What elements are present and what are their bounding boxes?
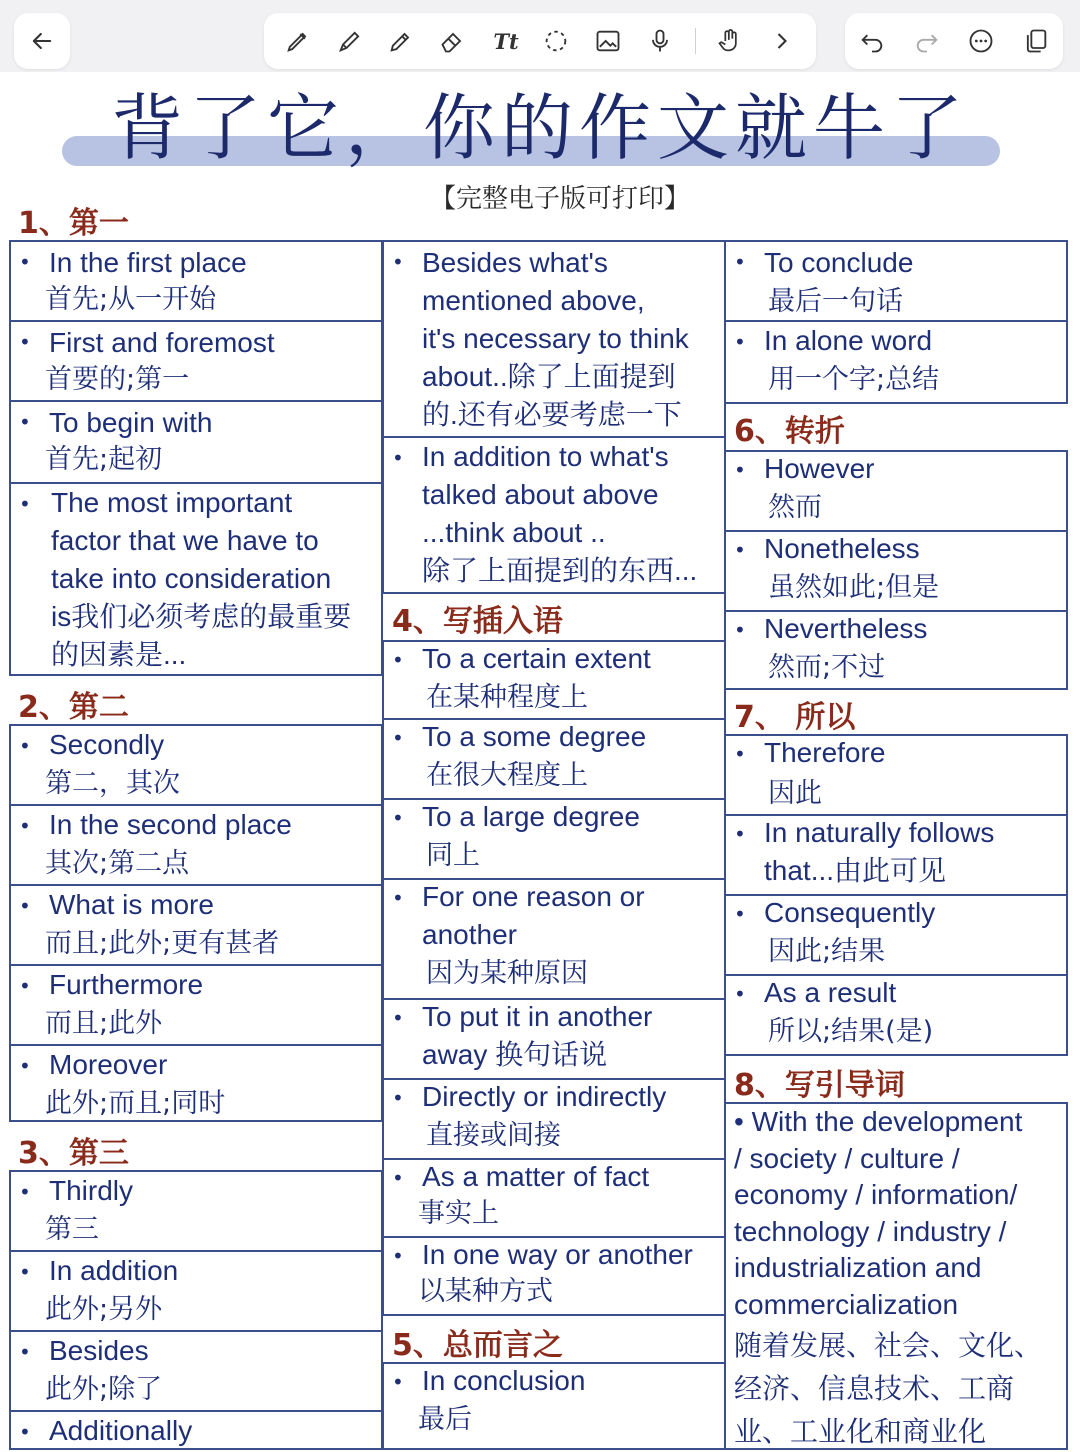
- list-item: • Moreover 此外;而且;同时: [19, 1049, 226, 1119]
- page-title: 背了它，你的作文就牛了: [110, 86, 969, 170]
- list-item: • In naturally follows that...由此可见: [726, 816, 1066, 896]
- section-box-2: [9, 724, 383, 1122]
- list-item: • To a certain extent 在某种程度上: [384, 642, 724, 720]
- hand-icon[interactable]: [713, 24, 747, 58]
- section-header-2: 2、第二: [18, 690, 129, 725]
- list-item: • For one reason or another 因为某种原因: [384, 880, 724, 1000]
- list-item: • In conclusion 最后: [392, 1365, 586, 1435]
- list-item: • To put it in another away 换句话说: [384, 1000, 724, 1080]
- fountain-pen-icon[interactable]: [281, 24, 315, 58]
- section-box-8: [724, 1102, 1068, 1450]
- chevron-right-icon[interactable]: [765, 24, 799, 58]
- section-box-3: [9, 1170, 383, 1450]
- list-item: • Furthermore 而且;此外: [11, 966, 381, 1046]
- undo-icon[interactable]: [855, 24, 889, 58]
- list-item: • With the development / society / culture / economy / information/ technology / industry / industrialization and commercialization 随着发展、社会、文化、 经济、信息技术、工商 业、工业化和商业化: [734, 1106, 1043, 1448]
- list-item: • Secondly 第二，其次: [11, 726, 381, 806]
- list-item: • Nevertheless 然而;不过: [734, 613, 928, 683]
- list-item: • Nonetheless 虽然如此;但是: [726, 532, 1066, 612]
- action-group: [845, 13, 1063, 69]
- lasso-icon[interactable]: [539, 24, 573, 58]
- section-header-5: 5、总而言之: [392, 1328, 563, 1363]
- list-item: • To conclude 最后一句话: [726, 242, 1066, 322]
- page-subtitle: 【完整电子版可打印】: [429, 184, 690, 214]
- microphone-icon[interactable]: [643, 24, 677, 58]
- eraser-icon[interactable]: [436, 24, 470, 58]
- list-item: • The most important factor that we have to take into consideration is我们必须考虑的最重要 的因素是...: [19, 487, 352, 670]
- ballpoint-pen-icon[interactable]: [333, 24, 367, 58]
- list-item: • In alone word 用一个字;总结: [734, 325, 940, 395]
- section-box-1: [9, 240, 383, 676]
- list-item: • What is more 而且;此外;更有甚者: [11, 886, 381, 966]
- list-item: • To a large degree 同上: [384, 800, 724, 880]
- more-icon[interactable]: [964, 24, 998, 58]
- list-item: • Therefore 因此: [726, 736, 1066, 816]
- list-item: • Consequently 因此;结果: [726, 896, 1066, 976]
- list-item: • As a matter of fact 事实上: [384, 1160, 724, 1238]
- section-header-8: 8、写引导词: [734, 1068, 905, 1103]
- list-item: • First and foremost 首要的;第一: [11, 322, 381, 402]
- section-box-6: [724, 450, 1068, 690]
- redo-icon[interactable]: [910, 24, 944, 58]
- list-item: • Directly or indirectly 直接或间接: [384, 1080, 724, 1160]
- section-header-7: 7、 所以: [734, 700, 856, 735]
- section-box-5: [382, 1362, 726, 1450]
- list-item: • In one way or another 以某种方式: [392, 1239, 693, 1307]
- list-item: • In addition 此外;另外: [11, 1252, 381, 1332]
- list-item: • To begin with 首先;起初: [11, 402, 381, 484]
- list-item: • Besides 此外;除了: [11, 1332, 381, 1412]
- section-box-7: [724, 734, 1068, 1056]
- list-item: • In the second place 其次;第二点: [11, 806, 381, 886]
- section-box-mid: [382, 240, 726, 594]
- list-item: • Besides what's mentioned above, it's necessary to think about..除了上面提到 的.还有必要考虑一下: [384, 242, 724, 438]
- list-item: • As a result 所以;结果(是): [734, 977, 934, 1047]
- list-item: • In addition to what's talked about above ...think about .. 除了上面提到的东西...: [392, 441, 698, 586]
- list-item: • To a some degree 在很大程度上: [384, 720, 724, 800]
- arrow-left-icon: [25, 24, 59, 58]
- list-item: • However 然而: [726, 452, 1066, 532]
- list-item: • Additionally: [19, 1415, 193, 1446]
- tool-palette: [264, 13, 816, 69]
- svg-text:Tt: Tt: [493, 29, 519, 55]
- section-box-4: [382, 640, 726, 1316]
- section-header-6: 6、转折: [734, 414, 845, 449]
- toolbar-divider: [695, 28, 696, 54]
- section-header-1: 1、第一: [18, 206, 129, 241]
- list-item: • In the first place 首先;从一开始: [11, 242, 381, 322]
- back-button[interactable]: [14, 13, 70, 69]
- section-header-4: 4、写插入语: [392, 604, 563, 639]
- pages-icon[interactable]: [1019, 24, 1053, 58]
- image-icon[interactable]: [591, 24, 625, 58]
- section-box-right-top: [724, 240, 1068, 404]
- section-header-3: 3、第三: [18, 1136, 129, 1171]
- app-toolbar: [0, 0, 1080, 72]
- text-icon[interactable]: [488, 24, 522, 58]
- pencil-icon[interactable]: [384, 24, 418, 58]
- list-item: • Thirdly 第三: [11, 1172, 381, 1252]
